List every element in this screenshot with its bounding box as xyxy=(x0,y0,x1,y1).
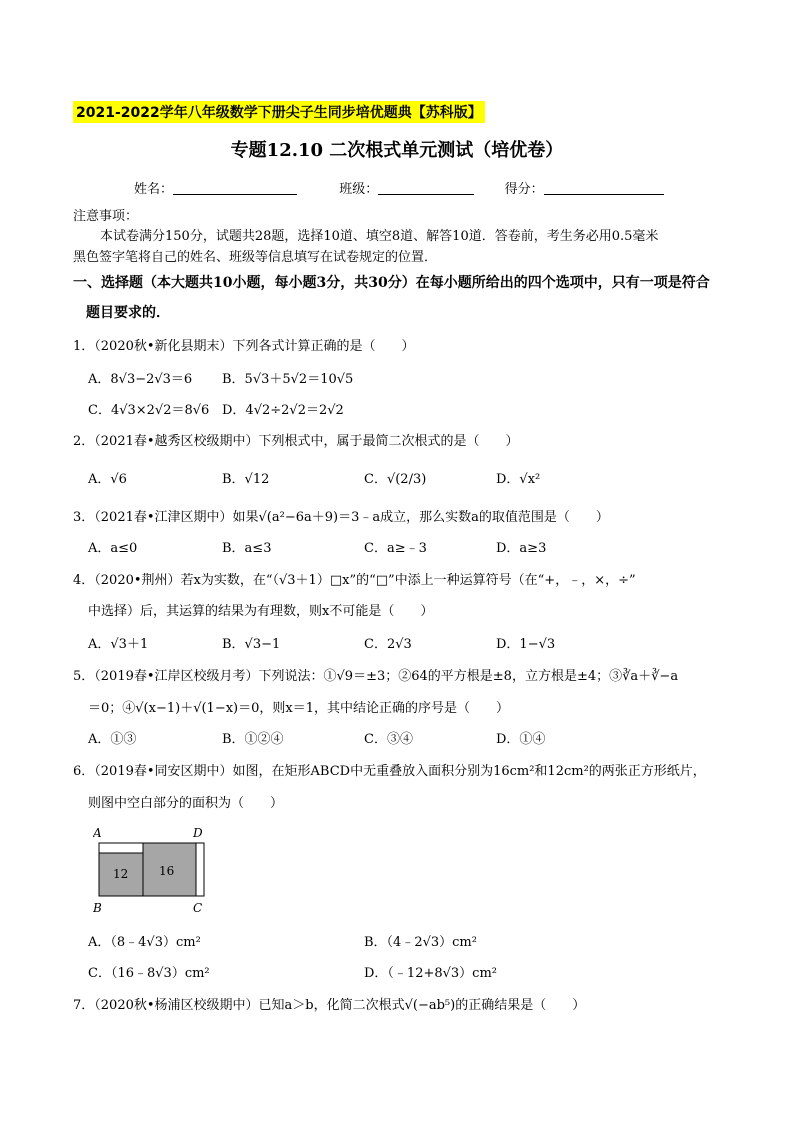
q2-option-d[interactable]: D．√x² xyxy=(496,472,541,487)
q1-option-c[interactable]: C．4√3×2√2＝8√6 xyxy=(88,403,210,418)
q1-option-b[interactable]: B．5√3＋5√2＝10√5 xyxy=(222,372,354,387)
q5-option-c[interactable]: C．③④ xyxy=(364,732,413,747)
class-blank[interactable] xyxy=(378,182,474,195)
q3-option-c[interactable]: C．a≥﹣3 xyxy=(364,541,427,556)
question-2-stem: 2．（2021春•越秀区校级期中）下列根式中，属于最简二次根式的是（ ） xyxy=(73,434,519,449)
square-16-label: 16 xyxy=(159,864,175,878)
q5-option-b[interactable]: B．①②④ xyxy=(222,732,284,747)
label-d: D xyxy=(193,826,203,840)
notice-heading: 注意事项： xyxy=(73,209,139,224)
score-blank[interactable] xyxy=(544,182,664,195)
label-c: C xyxy=(193,901,203,915)
q2-option-b[interactable]: B．√12 xyxy=(222,472,270,487)
rectangle-figure xyxy=(93,826,223,916)
score-label: 得分： xyxy=(504,182,544,197)
question-6-stem-2: 则图中空白部分的面积为（ ） xyxy=(88,796,284,811)
section-heading-line1: 一、选择题（本大题共10小题，每小题3分，共30分）在每小题所给出的四个选项中，只有一项是符合 xyxy=(73,275,710,291)
header-banner: 2021-2022学年八年级数学下册尖子生同步培优题典【苏科版】 xyxy=(73,101,485,123)
q6-option-d[interactable]: D．（﹣12+8√3）cm² xyxy=(364,966,498,981)
label-b: B xyxy=(93,901,102,915)
q3-option-a[interactable]: A．a≤0 xyxy=(88,541,138,556)
q3-option-b[interactable]: B．a≤3 xyxy=(222,541,272,556)
question-7-stem: 7．（2020秋•杨浦区校级期中）已知a＞b，化简二次根式√(−ab⁵)的正确结果是（ ） xyxy=(73,998,586,1013)
q3-option-d[interactable]: D．a≥3 xyxy=(496,541,547,556)
q4-option-c[interactable]: C．2√3 xyxy=(364,637,412,652)
q6-option-b[interactable]: B．（4﹣2√3）cm² xyxy=(364,935,477,950)
notice-line2: 黑色签字笔将自己的姓名、班级等信息填写在试卷规定的位置． xyxy=(73,250,438,265)
question-5-stem: 5．（2019春•江岸区校级月考）下列说法：①√9＝±3；②64的平方根是±8，立方根是±4；③∛a＋∛−a xyxy=(73,669,679,684)
section-heading-line2: 题目要求的． xyxy=(86,305,170,321)
q5-option-d[interactable]: D．①④ xyxy=(496,732,546,747)
notice-line1: 本试卷满分150分，试题共28题，选择10道、填空8道、解答10道．答卷前，考生务必用0.5毫米 xyxy=(100,229,659,244)
label-a: A xyxy=(93,826,102,840)
page-title: 专题12.10 二次根式单元测试（培优卷） xyxy=(230,140,564,161)
q4-option-a[interactable]: A．√3＋1 xyxy=(88,637,149,652)
question-4-stem: 4．（2020•荆州）若x为实数，在“（√3＋1）□x”的“□”中添上一种运算符号（在“+，﹣，×，÷” xyxy=(73,573,636,588)
question-3-stem: 3．（2021春•江津区期中）如果√(a²−6a＋9)＝3﹣a成立，那么实数a的取值范围是（ ） xyxy=(73,510,609,525)
q1-option-a[interactable]: A．8√3−2√3＝6 xyxy=(88,372,193,387)
name-blank[interactable] xyxy=(173,182,297,195)
q4-option-b[interactable]: B．√3−1 xyxy=(222,637,281,652)
question-5-stem-2: ＝0；④√(x−1)＋√(1−x)＝0，则x＝1，其中结论正确的序号是（ ） xyxy=(88,701,509,716)
q4-option-d[interactable]: D．1−√3 xyxy=(496,637,556,652)
q6-option-c[interactable]: C．（16﹣8√3）cm² xyxy=(88,966,210,981)
square-12-label: 12 xyxy=(113,867,129,881)
q2-option-c[interactable]: C．√(2/3) xyxy=(364,472,427,487)
q5-option-a[interactable]: A．①③ xyxy=(88,732,137,747)
q6-option-a[interactable]: A．（8﹣4√3）cm² xyxy=(88,935,201,950)
question-1-stem: 1．（2020秋•新化县期末）下列各式计算正确的是（ ） xyxy=(73,339,415,354)
class-label: 班级： xyxy=(339,182,379,197)
info-fields xyxy=(134,178,664,197)
question-4-stem-2: 中选择）后，其运算的结果为有理数，则x不可能是（ ） xyxy=(88,604,434,619)
name-label: 姓名： xyxy=(134,182,174,197)
q1-option-d[interactable]: D．4√2÷2√2＝2√2 xyxy=(222,403,344,418)
q2-option-a[interactable]: A．√6 xyxy=(88,472,127,487)
question-6-stem: 6．（2019春•同安区期中）如图，在矩形ABCD中无重叠放入面积分别为16cm²和12cm²的两张正方形纸片， xyxy=(73,764,706,779)
